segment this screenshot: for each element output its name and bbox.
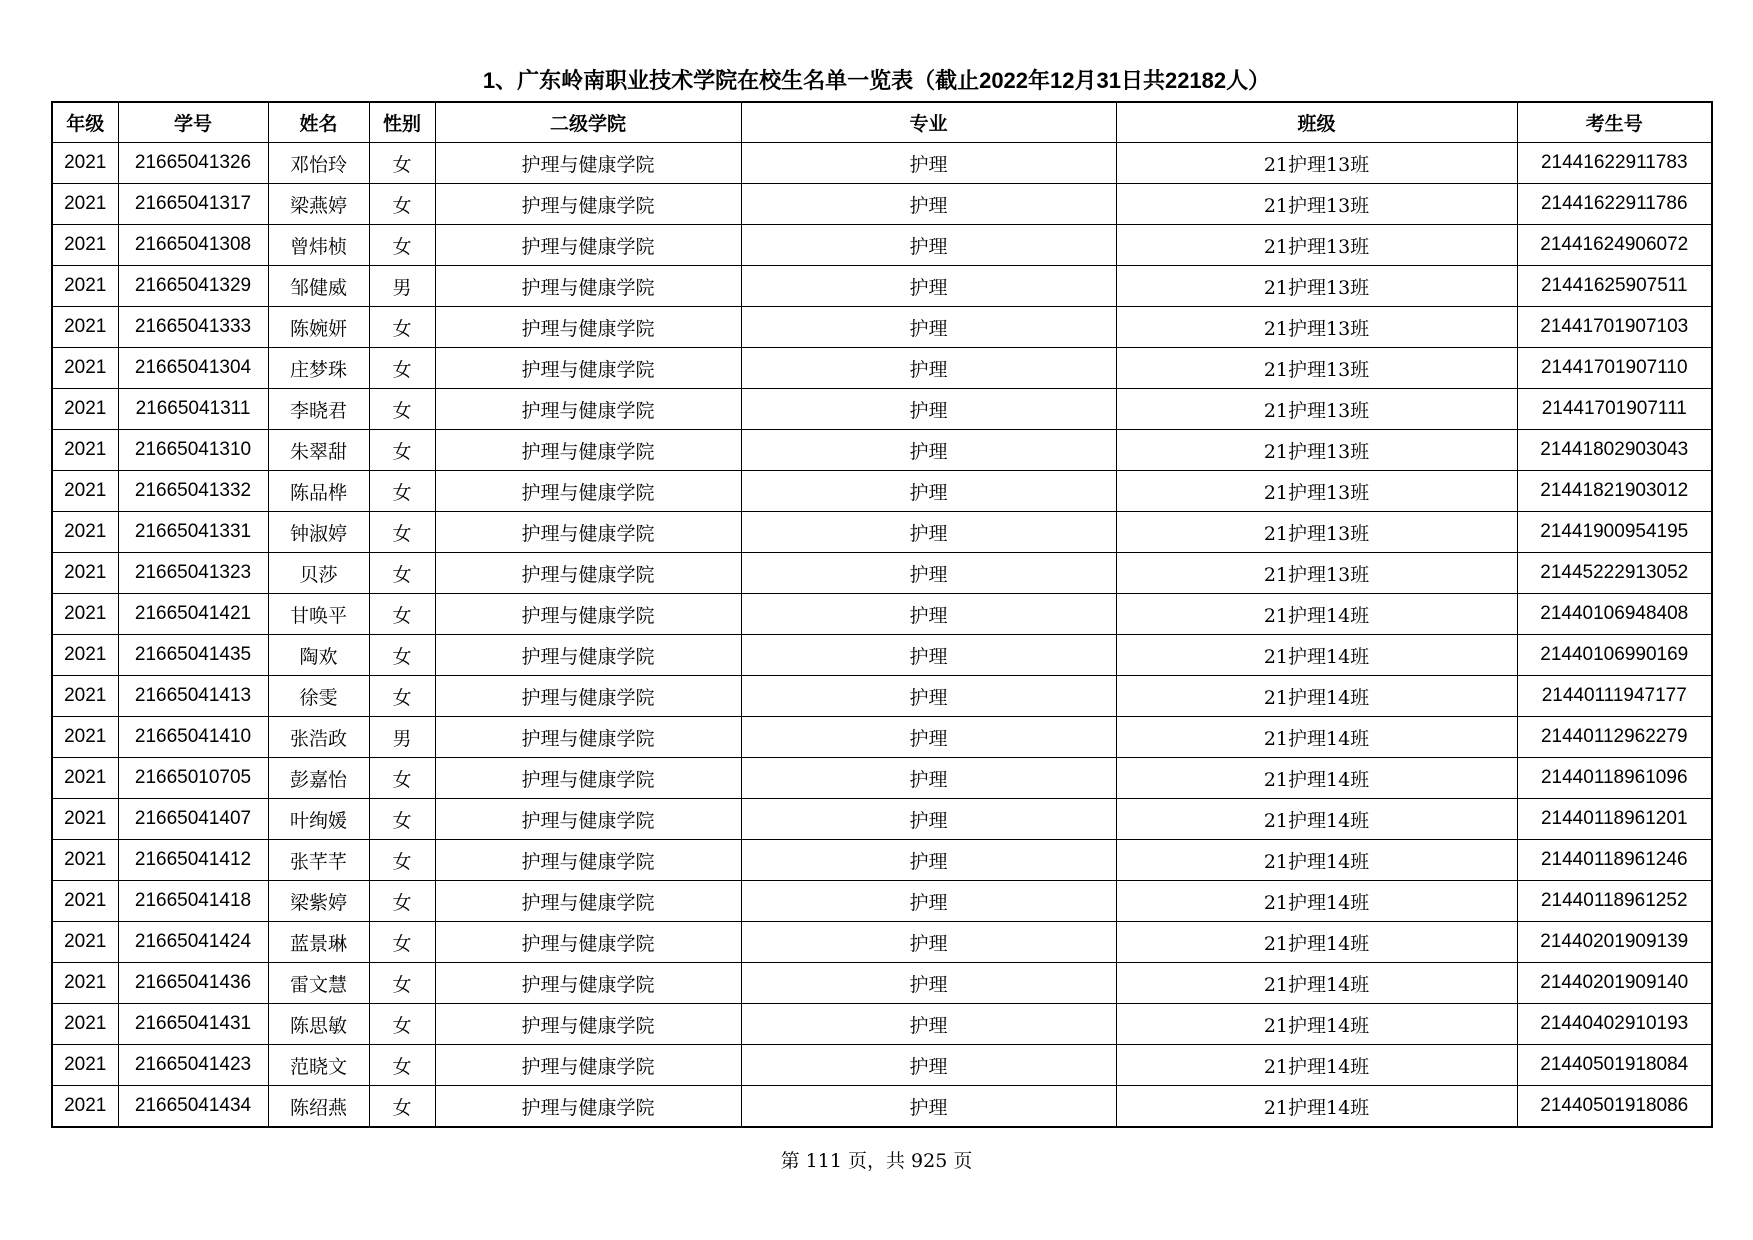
cell-major: 护理 bbox=[741, 840, 1116, 881]
cell-class: 21护理14班 bbox=[1116, 758, 1517, 799]
cell-name: 蓝景琳 bbox=[268, 922, 369, 963]
cell-student-id: 21665041311 bbox=[118, 389, 268, 430]
cell-gender: 女 bbox=[369, 881, 435, 922]
table-row bbox=[52, 143, 1712, 184]
cell-college: 护理与健康学院 bbox=[435, 1045, 741, 1086]
column-header-grade: 年级 bbox=[52, 102, 118, 143]
table-row bbox=[52, 1004, 1712, 1045]
cell-exam-number: 21441701907111 bbox=[1517, 389, 1712, 430]
cell-student-id: 21665041333 bbox=[118, 307, 268, 348]
column-header-college: 二级学院 bbox=[435, 102, 741, 143]
cell-gender: 女 bbox=[369, 963, 435, 1004]
cell-exam-number: 21440112962279 bbox=[1517, 717, 1712, 758]
cell-student-id: 21665010705 bbox=[118, 758, 268, 799]
cell-exam-number: 21440501918086 bbox=[1517, 1086, 1712, 1128]
cell-exam-number: 21440501918084 bbox=[1517, 1045, 1712, 1086]
cell-name: 甘唤平 bbox=[268, 594, 369, 635]
column-header-name: 姓名 bbox=[268, 102, 369, 143]
cell-class: 21护理13班 bbox=[1116, 184, 1517, 225]
cell-grade: 2021 bbox=[52, 225, 118, 266]
cell-student-id: 21665041326 bbox=[118, 143, 268, 184]
cell-gender: 女 bbox=[369, 184, 435, 225]
cell-gender: 女 bbox=[369, 1086, 435, 1128]
cell-student-id: 21665041412 bbox=[118, 840, 268, 881]
cell-student-id: 21665041310 bbox=[118, 430, 268, 471]
table-row bbox=[52, 184, 1712, 225]
cell-major: 护理 bbox=[741, 225, 1116, 266]
cell-exam-number: 21440118961246 bbox=[1517, 840, 1712, 881]
table-row bbox=[52, 963, 1712, 1004]
cell-exam-number: 21445222913052 bbox=[1517, 553, 1712, 594]
cell-gender: 男 bbox=[369, 266, 435, 307]
cell-class: 21护理14班 bbox=[1116, 881, 1517, 922]
cell-name: 范晓文 bbox=[268, 1045, 369, 1086]
cell-class: 21护理14班 bbox=[1116, 717, 1517, 758]
cell-class: 21护理13班 bbox=[1116, 225, 1517, 266]
cell-grade: 2021 bbox=[52, 512, 118, 553]
cell-gender: 女 bbox=[369, 512, 435, 553]
cell-student-id: 21665041304 bbox=[118, 348, 268, 389]
table-row bbox=[52, 348, 1712, 389]
cell-name: 雷文慧 bbox=[268, 963, 369, 1004]
cell-grade: 2021 bbox=[52, 1004, 118, 1045]
cell-major: 护理 bbox=[741, 1086, 1116, 1128]
cell-major: 护理 bbox=[741, 1045, 1116, 1086]
cell-name: 梁紫婷 bbox=[268, 881, 369, 922]
cell-gender: 女 bbox=[369, 307, 435, 348]
cell-college: 护理与健康学院 bbox=[435, 963, 741, 1004]
cell-name: 徐雯 bbox=[268, 676, 369, 717]
cell-student-id: 21665041329 bbox=[118, 266, 268, 307]
cell-grade: 2021 bbox=[52, 840, 118, 881]
cell-student-id: 21665041423 bbox=[118, 1045, 268, 1086]
cell-student-id: 21665041421 bbox=[118, 594, 268, 635]
table-row bbox=[52, 840, 1712, 881]
table-row bbox=[52, 758, 1712, 799]
cell-grade: 2021 bbox=[52, 1086, 118, 1128]
table-row bbox=[52, 553, 1712, 594]
cell-major: 护理 bbox=[741, 389, 1116, 430]
cell-college: 护理与健康学院 bbox=[435, 471, 741, 512]
cell-exam-number: 21441622911786 bbox=[1517, 184, 1712, 225]
cell-grade: 2021 bbox=[52, 676, 118, 717]
cell-name: 朱翠甜 bbox=[268, 430, 369, 471]
table-header-row bbox=[52, 102, 1712, 143]
cell-grade: 2021 bbox=[52, 758, 118, 799]
cell-exam-number: 21441625907511 bbox=[1517, 266, 1712, 307]
cell-college: 护理与健康学院 bbox=[435, 307, 741, 348]
cell-grade: 2021 bbox=[52, 430, 118, 471]
cell-grade: 2021 bbox=[52, 143, 118, 184]
cell-student-id: 21665041407 bbox=[118, 799, 268, 840]
cell-class: 21护理14班 bbox=[1116, 1086, 1517, 1128]
cell-college: 护理与健康学院 bbox=[435, 184, 741, 225]
cell-name: 邓怡玲 bbox=[268, 143, 369, 184]
cell-exam-number: 21441624906072 bbox=[1517, 225, 1712, 266]
cell-gender: 女 bbox=[369, 348, 435, 389]
table-row bbox=[52, 512, 1712, 553]
cell-exam-number: 21441701907110 bbox=[1517, 348, 1712, 389]
cell-grade: 2021 bbox=[52, 348, 118, 389]
cell-college: 护理与健康学院 bbox=[435, 143, 741, 184]
cell-exam-number: 21441622911783 bbox=[1517, 143, 1712, 184]
cell-college: 护理与健康学院 bbox=[435, 1004, 741, 1045]
cell-name: 陈思敏 bbox=[268, 1004, 369, 1045]
table-row bbox=[52, 389, 1712, 430]
cell-class: 21护理14班 bbox=[1116, 963, 1517, 1004]
cell-exam-number: 21440201909140 bbox=[1517, 963, 1712, 1004]
cell-major: 护理 bbox=[741, 799, 1116, 840]
column-header-class: 班级 bbox=[1116, 102, 1517, 143]
cell-exam-number: 21440106990169 bbox=[1517, 635, 1712, 676]
cell-exam-number: 21440118961096 bbox=[1517, 758, 1712, 799]
cell-grade: 2021 bbox=[52, 799, 118, 840]
cell-gender: 女 bbox=[369, 471, 435, 512]
cell-college: 护理与健康学院 bbox=[435, 840, 741, 881]
cell-gender: 女 bbox=[369, 430, 435, 471]
cell-name: 庄梦珠 bbox=[268, 348, 369, 389]
cell-class: 21护理14班 bbox=[1116, 635, 1517, 676]
cell-name: 叶绚媛 bbox=[268, 799, 369, 840]
table-row bbox=[52, 676, 1712, 717]
cell-student-id: 21665041332 bbox=[118, 471, 268, 512]
cell-major: 护理 bbox=[741, 922, 1116, 963]
cell-name: 贝莎 bbox=[268, 553, 369, 594]
cell-grade: 2021 bbox=[52, 266, 118, 307]
student-roster-table bbox=[51, 101, 1713, 1128]
cell-student-id: 21665041424 bbox=[118, 922, 268, 963]
cell-class: 21护理13班 bbox=[1116, 512, 1517, 553]
cell-name: 邹健威 bbox=[268, 266, 369, 307]
cell-major: 护理 bbox=[741, 1004, 1116, 1045]
cell-class: 21护理14班 bbox=[1116, 1004, 1517, 1045]
cell-student-id: 21665041418 bbox=[118, 881, 268, 922]
cell-college: 护理与健康学院 bbox=[435, 266, 741, 307]
cell-name: 梁燕婷 bbox=[268, 184, 369, 225]
cell-gender: 女 bbox=[369, 799, 435, 840]
table-row bbox=[52, 1086, 1712, 1128]
table-row bbox=[52, 1045, 1712, 1086]
cell-gender: 女 bbox=[369, 758, 435, 799]
cell-class: 21护理14班 bbox=[1116, 676, 1517, 717]
cell-student-id: 21665041436 bbox=[118, 963, 268, 1004]
table-row bbox=[52, 881, 1712, 922]
cell-college: 护理与健康学院 bbox=[435, 430, 741, 471]
cell-college: 护理与健康学院 bbox=[435, 389, 741, 430]
cell-major: 护理 bbox=[741, 430, 1116, 471]
cell-name: 陈婉妍 bbox=[268, 307, 369, 348]
cell-college: 护理与健康学院 bbox=[435, 553, 741, 594]
cell-class: 21护理13班 bbox=[1116, 266, 1517, 307]
table-row bbox=[52, 922, 1712, 963]
cell-class: 21护理13班 bbox=[1116, 553, 1517, 594]
cell-grade: 2021 bbox=[52, 963, 118, 1004]
cell-student-id: 21665041410 bbox=[118, 717, 268, 758]
table-row bbox=[52, 594, 1712, 635]
cell-exam-number: 21440402910193 bbox=[1517, 1004, 1712, 1045]
page-title: 1、广东岭南职业技术学院在校生名单一览表（截止2022年12月31日共22182人） bbox=[482, 68, 1271, 93]
column-header-exam-number: 考生号 bbox=[1517, 102, 1712, 143]
cell-class: 21护理14班 bbox=[1116, 799, 1517, 840]
cell-major: 护理 bbox=[741, 143, 1116, 184]
cell-exam-number: 21440111947177 bbox=[1517, 676, 1712, 717]
cell-student-id: 21665041434 bbox=[118, 1086, 268, 1128]
cell-grade: 2021 bbox=[52, 717, 118, 758]
cell-gender: 男 bbox=[369, 717, 435, 758]
cell-major: 护理 bbox=[741, 758, 1116, 799]
cell-exam-number: 21440201909139 bbox=[1517, 922, 1712, 963]
cell-gender: 女 bbox=[369, 594, 435, 635]
cell-class: 21护理14班 bbox=[1116, 1045, 1517, 1086]
cell-class: 21护理13班 bbox=[1116, 471, 1517, 512]
cell-college: 护理与健康学院 bbox=[435, 676, 741, 717]
table-row bbox=[52, 717, 1712, 758]
cell-name: 李晓君 bbox=[268, 389, 369, 430]
cell-exam-number: 21440106948408 bbox=[1517, 594, 1712, 635]
cell-gender: 女 bbox=[369, 389, 435, 430]
cell-class: 21护理13班 bbox=[1116, 389, 1517, 430]
cell-class: 21护理13班 bbox=[1116, 430, 1517, 471]
cell-college: 护理与健康学院 bbox=[435, 348, 741, 389]
cell-name: 钟淑婷 bbox=[268, 512, 369, 553]
cell-grade: 2021 bbox=[52, 471, 118, 512]
column-header-major: 专业 bbox=[741, 102, 1116, 143]
cell-student-id: 21665041431 bbox=[118, 1004, 268, 1045]
table-body bbox=[52, 143, 1712, 1128]
cell-major: 护理 bbox=[741, 553, 1116, 594]
cell-major: 护理 bbox=[741, 184, 1116, 225]
cell-exam-number: 21441701907103 bbox=[1517, 307, 1712, 348]
cell-student-id: 21665041331 bbox=[118, 512, 268, 553]
cell-name: 张芊芊 bbox=[268, 840, 369, 881]
cell-gender: 女 bbox=[369, 143, 435, 184]
cell-student-id: 21665041308 bbox=[118, 225, 268, 266]
cell-name: 张浩政 bbox=[268, 717, 369, 758]
table-row bbox=[52, 430, 1712, 471]
cell-college: 护理与健康学院 bbox=[435, 922, 741, 963]
cell-student-id: 21665041323 bbox=[118, 553, 268, 594]
cell-grade: 2021 bbox=[52, 922, 118, 963]
cell-name: 彭嘉怡 bbox=[268, 758, 369, 799]
cell-college: 护理与健康学院 bbox=[435, 635, 741, 676]
cell-grade: 2021 bbox=[52, 635, 118, 676]
cell-gender: 女 bbox=[369, 840, 435, 881]
cell-class: 21护理14班 bbox=[1116, 922, 1517, 963]
cell-gender: 女 bbox=[369, 922, 435, 963]
cell-grade: 2021 bbox=[52, 307, 118, 348]
cell-grade: 2021 bbox=[52, 553, 118, 594]
cell-student-id: 21665041413 bbox=[118, 676, 268, 717]
cell-class: 21护理14班 bbox=[1116, 594, 1517, 635]
cell-grade: 2021 bbox=[52, 881, 118, 922]
cell-exam-number: 21441802903043 bbox=[1517, 430, 1712, 471]
cell-exam-number: 21441821903012 bbox=[1517, 471, 1712, 512]
cell-gender: 女 bbox=[369, 225, 435, 266]
cell-major: 护理 bbox=[741, 717, 1116, 758]
cell-major: 护理 bbox=[741, 512, 1116, 553]
cell-college: 护理与健康学院 bbox=[435, 758, 741, 799]
page-number-footer: 第 111 页，共 925 页 bbox=[780, 1150, 973, 1172]
cell-class: 21护理13班 bbox=[1116, 348, 1517, 389]
cell-class: 21护理13班 bbox=[1116, 307, 1517, 348]
cell-major: 护理 bbox=[741, 881, 1116, 922]
cell-gender: 女 bbox=[369, 635, 435, 676]
cell-exam-number: 21441900954195 bbox=[1517, 512, 1712, 553]
cell-major: 护理 bbox=[741, 676, 1116, 717]
table-row bbox=[52, 266, 1712, 307]
cell-student-id: 21665041317 bbox=[118, 184, 268, 225]
cell-major: 护理 bbox=[741, 594, 1116, 635]
cell-grade: 2021 bbox=[52, 184, 118, 225]
cell-grade: 2021 bbox=[52, 389, 118, 430]
cell-college: 护理与健康学院 bbox=[435, 799, 741, 840]
cell-gender: 女 bbox=[369, 1004, 435, 1045]
cell-grade: 2021 bbox=[52, 1045, 118, 1086]
cell-exam-number: 21440118961201 bbox=[1517, 799, 1712, 840]
cell-gender: 女 bbox=[369, 1045, 435, 1086]
column-header-student-id: 学号 bbox=[118, 102, 268, 143]
column-header-gender: 性别 bbox=[369, 102, 435, 143]
cell-class: 21护理13班 bbox=[1116, 143, 1517, 184]
cell-grade: 2021 bbox=[52, 594, 118, 635]
cell-major: 护理 bbox=[741, 348, 1116, 389]
table-row bbox=[52, 471, 1712, 512]
cell-college: 护理与健康学院 bbox=[435, 881, 741, 922]
cell-major: 护理 bbox=[741, 307, 1116, 348]
cell-gender: 女 bbox=[369, 553, 435, 594]
table-row bbox=[52, 799, 1712, 840]
cell-major: 护理 bbox=[741, 471, 1116, 512]
cell-student-id: 21665041435 bbox=[118, 635, 268, 676]
cell-exam-number: 21440118961252 bbox=[1517, 881, 1712, 922]
cell-college: 护理与健康学院 bbox=[435, 717, 741, 758]
cell-name: 曾炜桢 bbox=[268, 225, 369, 266]
cell-name: 陈品桦 bbox=[268, 471, 369, 512]
cell-name: 陈绍燕 bbox=[268, 1086, 369, 1128]
cell-college: 护理与健康学院 bbox=[435, 225, 741, 266]
table-row bbox=[52, 307, 1712, 348]
cell-college: 护理与健康学院 bbox=[435, 512, 741, 553]
cell-college: 护理与健康学院 bbox=[435, 594, 741, 635]
cell-gender: 女 bbox=[369, 676, 435, 717]
cell-major: 护理 bbox=[741, 963, 1116, 1004]
cell-major: 护理 bbox=[741, 635, 1116, 676]
table-row bbox=[52, 225, 1712, 266]
cell-name: 陶欢 bbox=[268, 635, 369, 676]
cell-major: 护理 bbox=[741, 266, 1116, 307]
table-row bbox=[52, 635, 1712, 676]
cell-college: 护理与健康学院 bbox=[435, 1086, 741, 1128]
cell-class: 21护理14班 bbox=[1116, 840, 1517, 881]
